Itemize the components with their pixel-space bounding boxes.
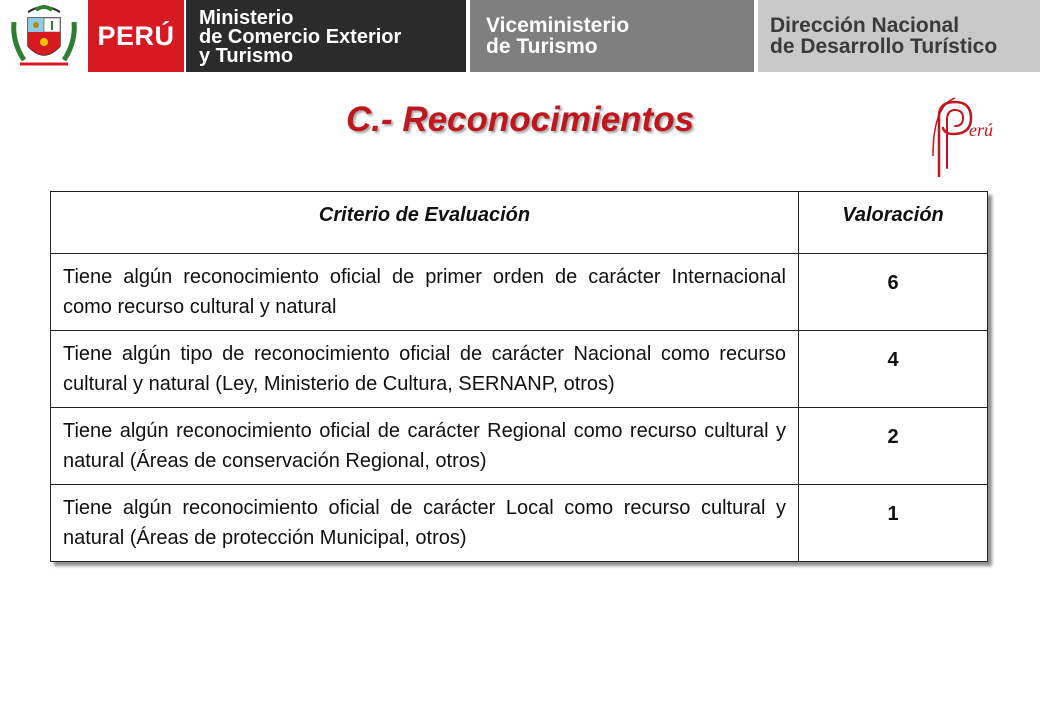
direction-line-2: de Desarrollo Turístico xyxy=(770,35,998,58)
ministry-block xyxy=(186,0,466,72)
value-cell: 1 xyxy=(799,485,988,562)
table-row xyxy=(51,254,988,331)
direction-line-1: Dirección Nacional xyxy=(770,14,960,37)
vice-line-2: de Turismo xyxy=(486,35,598,58)
header-valoracion: Valoración xyxy=(799,192,988,254)
criterion-cell: Tiene algún reconocimiento oficial de carácter Local como recurso cultural y natural (Áreas de protección Municipal, otros) xyxy=(51,485,799,562)
header-criterio: Criterio de Evaluación xyxy=(51,192,799,254)
ministry-line-3: y Turismo xyxy=(199,45,294,67)
coat-of-arms-icon xyxy=(8,2,80,70)
direction-block xyxy=(758,0,1040,72)
criteria-table xyxy=(50,191,988,562)
table-row xyxy=(51,408,988,485)
criterion-cell: Tiene algún reconocimiento oficial de carácter Regional como recurso cultural y natural (Áreas de conservación Regional, otros) xyxy=(51,408,799,485)
value-cell: 4 xyxy=(799,331,988,408)
vice-line-1: Viceministerio xyxy=(486,14,630,37)
table-header-row xyxy=(51,192,988,254)
criterion-cell: Tiene algún tipo de reconocimiento oficial de carácter Nacional como recurso cultural y natural (Ley, Ministerio de Cultura, SERNANP, otros) xyxy=(51,331,799,408)
ministry-line-1: Ministerio xyxy=(199,7,294,29)
value-cell: 6 xyxy=(799,254,988,331)
peru-label: PERÚ xyxy=(88,0,184,72)
logo-text: erú xyxy=(969,120,993,140)
vice-ministry-block xyxy=(470,0,754,72)
marca-peru-logo-icon xyxy=(925,96,1005,180)
ministry-line-2: de Comercio Exterior xyxy=(199,26,402,48)
header-banner xyxy=(0,0,1040,74)
criterion-cell: Tiene algún reconocimiento oficial de primer orden de carácter Internacional como recurso cultural y natural xyxy=(51,254,799,331)
value-cell: 2 xyxy=(799,408,988,485)
page-title: C.- Reconocimientos xyxy=(345,100,695,139)
table-row xyxy=(51,485,988,562)
table-row xyxy=(51,331,988,408)
